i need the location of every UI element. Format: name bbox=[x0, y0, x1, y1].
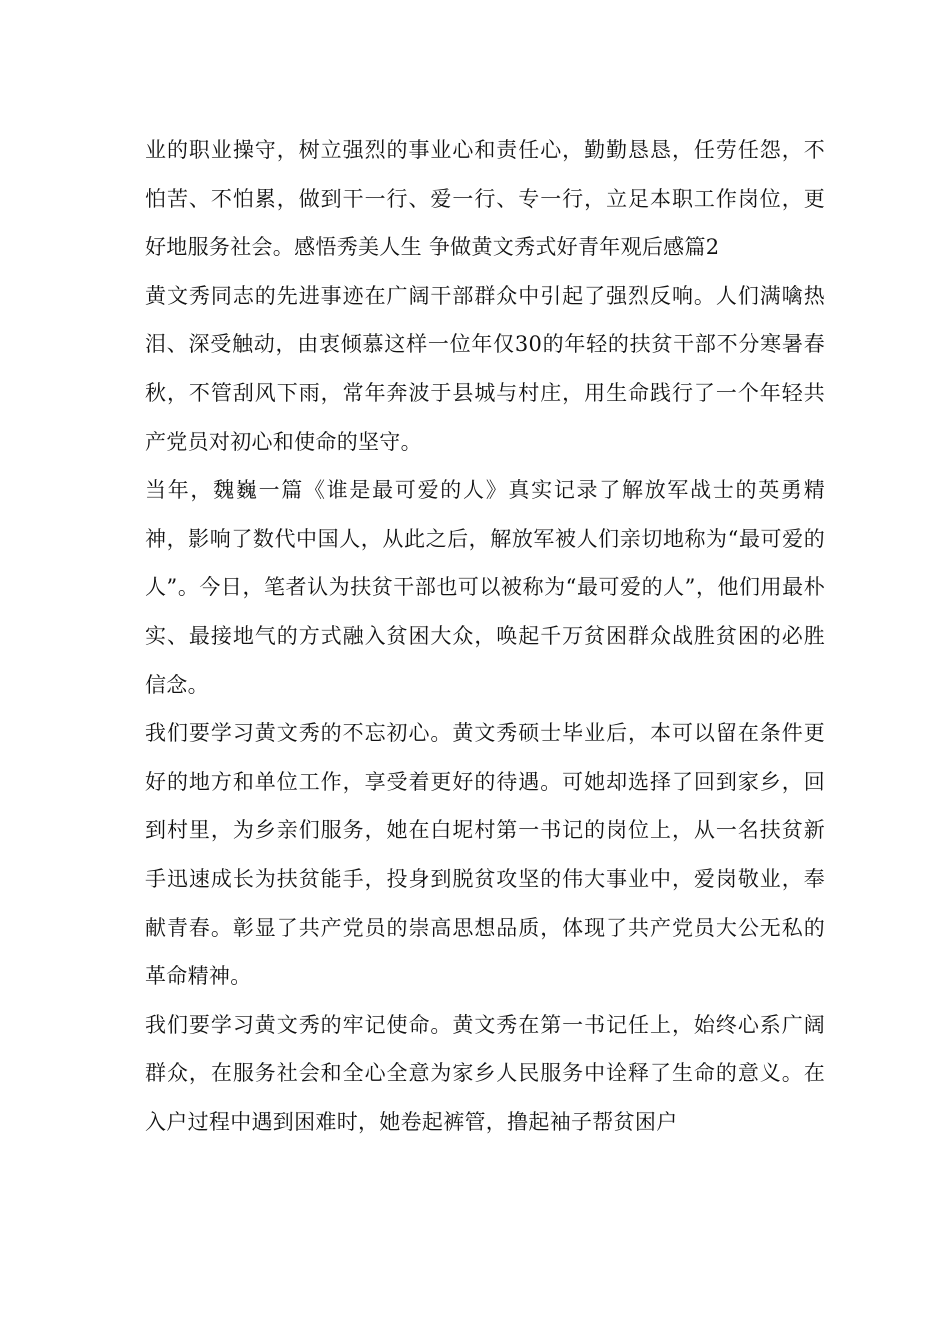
paragraph: 当年，魏巍一篇《谁是最可爱的人》真实记录了解放军战士的英勇精神，影响了数代中国人，从此之后，解放军被人们亲切地称为“最可爱的人”。今日，笔者认为扶贫干部也可以被称为“最可爱的人”，他们用最朴实、最接地气的方式融入贫困大众，唤起千万贫困群众战胜贫困的必胜信念。 bbox=[145, 478, 825, 697]
document-body bbox=[145, 126, 825, 1146]
paragraph: 业的职业操守，树立强烈的事业心和责任心，勤勤恳恳，任劳任怨，不怕苦、不怕累，做到干一行、爱一行、专一行，立足本职工作岗位，更好地服务社会。感悟秀美人生 争做黄文秀式好青年观后感篇2 bbox=[145, 138, 825, 260]
paragraph: 黄文秀同志的先进事迹在广阔干部群众中引起了强烈反响。人们满噙热泪、深受触动，由衷倾慕这样一位年仅30的年轻的扶贫干部不分寒暑春秋，不管刮风下雨，常年奔波于县城与村庄，用生命践行了一个年轻共产党员对初心和使命的坚守。 bbox=[145, 283, 825, 454]
paragraph: 我们要学习黄文秀的牢记使命。黄文秀在第一书记任上，始终心系广阔群众，在服务社会和全心全意为家乡人民服务中诠释了生命的意义。在入户过程中遇到困难时，她卷起裤管，撸起袖子帮贫困户 bbox=[145, 1012, 825, 1134]
paragraph: 我们要学习黄文秀的不忘初心。黄文秀硕士毕业后，本可以留在条件更好的地方和单位工作，享受着更好的待遇。可她却选择了回到家乡，回到村里，为乡亲们服务，她在白坭村第一书记的岗位上，从一名扶贫新手迅速成长为扶贫能手，投身到脱贫攻坚的伟大事业中，爱岗敬业，奉献青春。彰显了共产党员的崇高思想品质，体现了共产党员大公无私的革命精神。 bbox=[145, 721, 825, 989]
